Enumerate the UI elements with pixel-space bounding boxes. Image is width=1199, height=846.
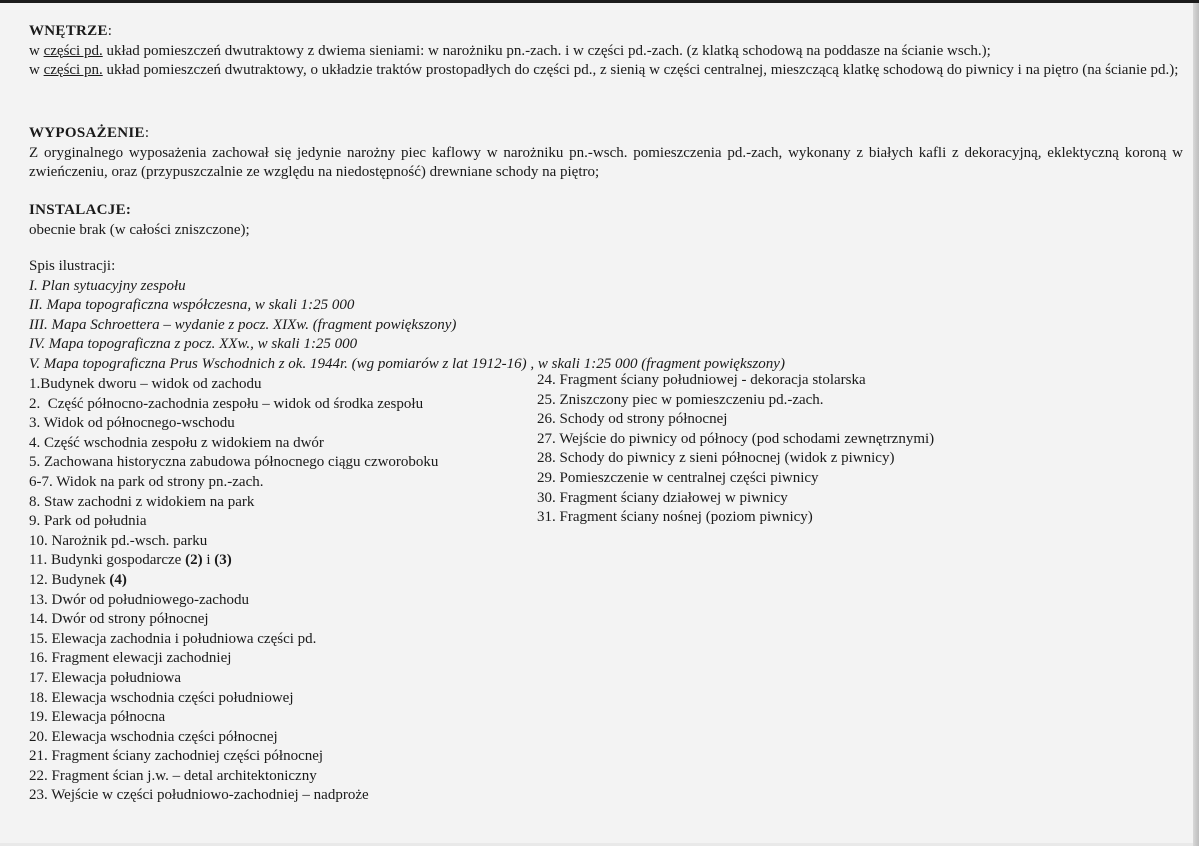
list-item: 24. Fragment ściany południowej - dekoracja stolarska [537,372,866,388]
list-item: 26. Schody od strony północnej [537,411,728,428]
list-item: 18. Elewacja wschodnia części południowej [29,689,294,706]
list-item: 16. Fragment elewacji zachodniej [29,650,232,667]
wnetrze-line-pn-text: układ pomieszczeń dwutraktowy, o układzie traktów prostopadłych do części pd., z sienią w części centralnej, mieszczącą klatkę schodową do piwnicy i na piętro (na ścianie pd.); [102,62,1179,78]
heading-colon: : [144,125,149,141]
list-item: 17. Elewacja południowa [29,669,182,686]
item-text: 11. Budynki gospodarcze [29,552,186,569]
list-item: 15. Elewacja zachodnia i południowa części pd. [29,630,317,647]
section-wyposazenie [29,124,1183,183]
list-item: 9. Park od południa [29,513,147,530]
list-item: 13. Dwór od południowego-zachodu [29,591,249,608]
list-item: 30. Fragment ściany działowej w piwnicy [537,489,788,506]
heading-colon: : [107,23,112,39]
list-item [29,571,509,591]
list-item: 29. Pomieszczenie w centralnej części piwnicy [537,469,819,486]
wnetrze-line-pn [29,61,1183,81]
list-item: 28. Schody do piwnicy z sieni północnej (widok z piwnicy) [537,450,895,467]
underlined-term: części pd. [43,42,103,59]
map-item: V. Mapa topograficzna Prus Wschodnich z ok. 1944r. (wg pomiarów z lat 1912-16) , w skali 1:25 000 (fragment powiększony) [29,355,785,372]
page-edge-shadow [1193,3,1199,846]
list-item: 27. Wejście do piwnicy od północy (pod schodami zewnętrznymi) [537,430,935,447]
list-item: 25. Zniszczony piec w pomieszczeniu pd.-zach. [537,391,824,408]
list-item: 21. Fragment ściany zachodniej części północnej [29,748,324,765]
item-text: i [202,552,215,569]
list-item: 22. Fragment ścian j.w. – detal architektoniczny [29,767,317,784]
instalacje-text: obecnie brak (w całości zniszczone); [29,221,250,238]
wnetrze-line-pd [29,42,1183,62]
map-item: IV. Mapa topograficzna z pocz. XXw., w skali 1:25 000 [29,336,358,352]
list-item [29,551,509,571]
list-item: 1.Budynek dworu – widok od zachodu [29,376,262,392]
spis-title: Spis ilustracji: [29,258,116,274]
list-item: 5. Zachowana historyczna zabudowa północnego ciągu czworoboku [29,454,439,471]
list-item: 6-7. Widok na park od strony pn.-zach. [29,473,264,490]
illustration-list-right [537,371,1177,528]
building-ref: (2) [185,552,203,569]
heading-instalacje: INSTALACJE: [29,202,132,218]
list-item: 20. Elewacja wschodnia części północnej [29,728,278,745]
map-item: II. Mapa topograficzna współczesna, w skali 1:25 000 [29,297,355,313]
wyposazenie-text: Z oryginalnego wyposażenia zachował się jedynie narożny piec kaflowy w narożniku pn.-wsch. pomieszczenia pd.-zach, wykonany z białych kafli z dekoracyjną, eklektyczną koroną w zwieńczeniu, oraz (przypuszczalnie ze względu na niedostępność) drewniane schody na piętro; [29,144,1183,180]
wnetrze-line-pd-text: układ pomieszczeń dwutraktowy z dwiema sieniami: w narożniku pn.-zach. i w części pd.-zach. (z klatką schodową na poddasze na ścianie wsch.); [102,42,991,59]
map-item: I. Plan sytuacyjny zespołu [29,277,186,294]
list-item: 8. Staw zachodni z widokiem na park [29,493,255,510]
list-item: 3. Widok od północnego-wschodu [29,415,235,432]
list-item: 23. Wejście w części południowo-zachodniej – nadproże [29,787,369,804]
section-spis-ilustracji [29,257,1183,374]
prefix: w [29,62,44,78]
list-item: 19. Elewacja północna [29,709,166,726]
heading-wnetrze: WNĘTRZE [29,23,108,39]
heading-wyposazenie: WYPOSAŻENIE [29,125,145,141]
prefix: w [29,42,44,59]
section-instalacje [29,201,1183,240]
item-text: 12. Budynek [29,571,110,588]
illustration-list-left [29,375,509,806]
underlined-term: części pn. [43,62,103,78]
list-item: 10. Narożnik pd.-wsch. parku [29,532,208,549]
map-item: III. Mapa Schroettera – wydanie z pocz. XIXw. (fragment powiększony) [29,316,457,333]
building-ref: (3) [214,552,232,569]
building-ref: (4) [109,571,127,588]
section-wnetrze [29,22,1183,81]
list-item: 4. Część wschodnia zespołu z widokiem na dwór [29,434,324,451]
list-item: 2. Część północno-zachodnia zespołu – widok od środka zespołu [29,395,424,412]
list-item: 14. Dwór od strony północnej [29,611,209,628]
list-item: 31. Fragment ściany nośnej (poziom piwnicy) [537,509,813,526]
